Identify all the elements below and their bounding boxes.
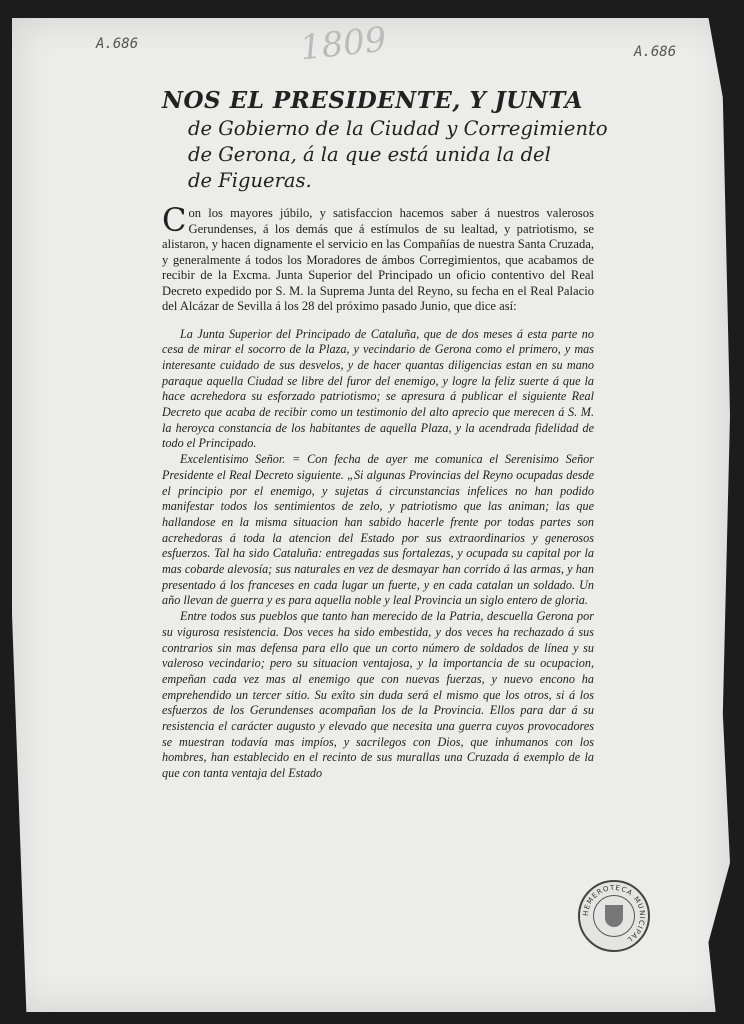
document-heading <box>162 86 608 194</box>
stamp-text: HEMEROTECA MUNICIPAL <box>581 883 647 945</box>
intro-paragraph <box>162 201 594 315</box>
drop-cap: C <box>162 201 187 239</box>
decree-paragraph-3: Entre todos sus pueblos que tanto han merecido de la Patria, descuella Gerona por su vigurosa resistencia. Dos veces ha sido embestida, y dos veces ha rechazado á sus contrarios sin mas defensa para ello que un corto número de soldados de línea y su valeroso vecindario; pero su situacion ventajosa, y la importancia de su ocupacion, empeñan cada vez mas al enemigo que con nuevas fuerzas, y nuevo encono ha emprehendido un tercer sitio. Su exîto sin duda será el mismo que los otros, si á los esfuerzos de los Gerundenses acompañan los de la Provincia. Ellos para dar á su resistencia el carácter augusto y elevado que necesita una guerra cuyos provocadores se muestran todavía mas impíos, y sacrilegos con Dios, que inhumanos con los hombres, han establecido en el recinto de sus murallas una Cruzada á exemplo de la que con tanta ventaja del Estado <box>162 609 594 781</box>
handwritten-year: 1809 <box>298 19 389 69</box>
heading-line-2: de Gobierno de la Ciudad y Corregimiento <box>188 117 608 140</box>
quoted-decree <box>162 327 594 782</box>
heading-line-1: NOS EL PRESIDENTE, Y JUNTA <box>162 87 583 114</box>
svg-text:HEMEROTECA MUNICIPAL <box>582 884 646 944</box>
intro-text: on los mayores júbilo, y satisfaccion hacemos saber á nuestros valerosos Gerundenses, á los demás que á estímulos de su lealtad, y patriotismo, se alistaron, y hacen dignamente el servicio en las Compañías de nuestra Santa Cruzada, y generalmente á todos los Moradores de ámbos Corregimientos, que acabamos de recibir de la Excma. Junta Superior del Principado un oficio contentivo del Real Decreto expedido por S. M. la Suprema Junta del Reyno, su fecha en el Real Palacio del Alcázar de Sevilla á los 28 del próximo pasado Junio, que dice así: <box>162 206 594 313</box>
archive-reference-left: A.686 <box>96 36 139 52</box>
heading-line-3: de Gerona, á la que está unida la del <box>188 143 551 166</box>
heading-line-4: de Figueras. <box>188 169 312 192</box>
decree-paragraph-2: Excelentisimo Señor. = Con fecha de ayer me comunica el Serenisimo Señor Presidente el Real Decreto siguiente. „Si algunas Provincias del Reyno ocupadas desde el principio por el enemigo, y sujetas á circunstancias infelices no han podido manifestar todos los sentimientos de zelo, y patriotismo que las animan; las que hallandose en la misma situacion han sabido hacerle frente por todas partes son acrehedoras á toda la atencion del Estado por sus extraordinarios y generosos esfuerzos. Tal ha sido Cataluña: entregadas sus fortalezas, y ocupada su capital por la mas cobarde alevosía; sus naturales en vez de desmayar han corrido á las armas, y han presentado á los franceses en cada lugar un fuerte, y en cada catalan un soldado. Un año llevan de guerra y es para aquella noble y leal Provincia un siglo entero de gloria. <box>162 452 594 608</box>
library-stamp <box>578 880 650 952</box>
stamp-ring-icon <box>580 882 648 950</box>
archive-reference-right: A.686 <box>634 44 677 60</box>
decree-paragraph-1: La Junta Superior del Principado de Cataluña, que de dos meses á esta parte no cesa de mirar el socorro de la Plaza, y vecindario de Gerona como el primero, y mas interesante cuidado de sus desvelos, y de hacer quantas diligencias estan en su mano paraque aquella Ciudad se libre del furor del enemigo, y logre la feliz suerte á que la hace acrehedora su esforzado patriotismo; se apresura á publicar el siguiente Real Decreto que acaba de recibir como un testimonio del alto aprecio que merecen á S. M. la heroyca constancia de los habitantes de aquella Plaza, y la acendrada fidelidad de todo el Principado. <box>162 326 594 451</box>
document-body <box>162 201 594 782</box>
